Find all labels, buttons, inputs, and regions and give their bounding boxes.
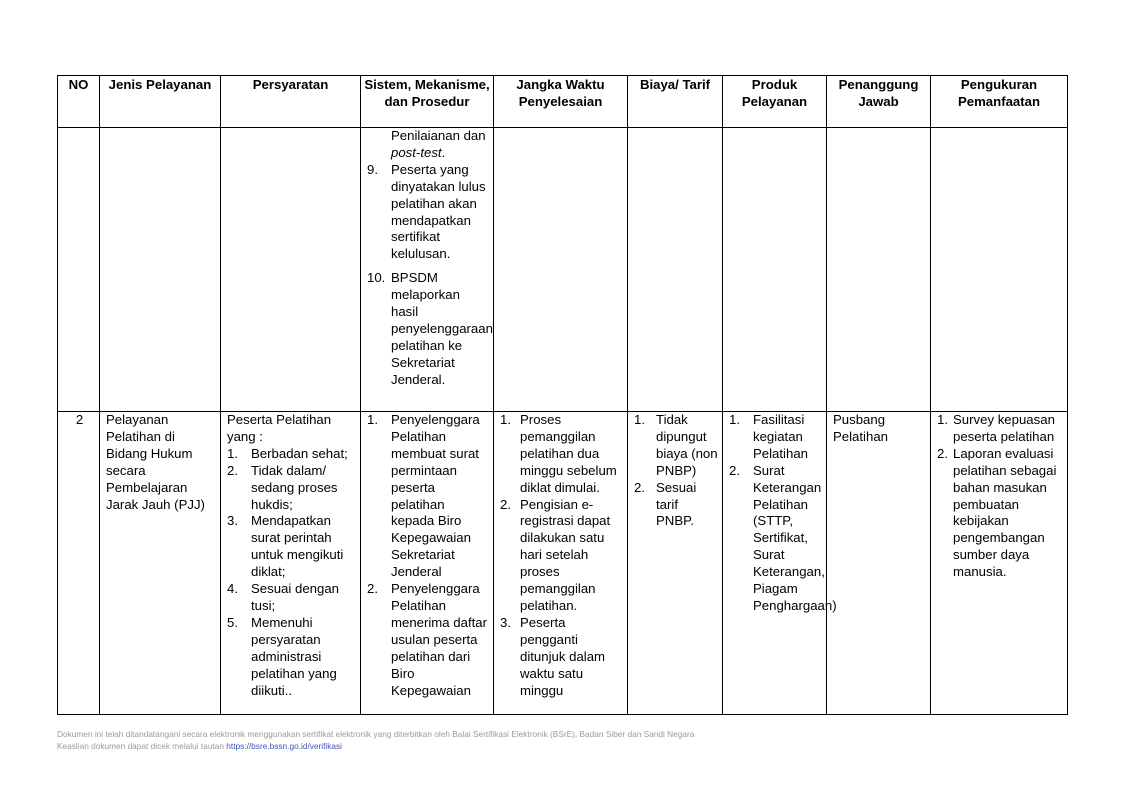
list-item: 1. Proses pemanggilan pelatihan dua minggu sebelum diklat dimulai. (500, 412, 617, 495)
cell-jenis: Pelayanan Pelatihan di Bidang Hukum secara Pembelajaran Jarak Jauh (PJJ) (100, 412, 221, 715)
cell-jenis (100, 128, 221, 412)
list-item: 1. Penyelenggara Pelatihan membuat surat permintaan peserta pelatihan kepada Biro Kepegawaian Sekretariat Jenderal (367, 412, 480, 580)
sistem-list (367, 412, 489, 699)
table-row (58, 412, 1068, 715)
cell-pengukuran (931, 412, 1068, 715)
cell-persyaratan (221, 128, 361, 412)
list-item: 4. Sesuai dengan tusi; (227, 581, 339, 613)
jangka-list (500, 412, 623, 699)
header-penanggung: Penanggung Jawab (827, 76, 931, 128)
header-jenis: Jenis Pelayanan (100, 76, 221, 128)
list-item: 2. Laporan evaluasi pelatihan sebagai bahan masukan pembuatan kebijakan pengembangan sumber daya manusia. (937, 445, 1057, 580)
cell-no (58, 128, 100, 412)
biaya-list (634, 412, 718, 530)
list-item: Penilaianan dan post-test. (391, 128, 486, 160)
list-item: 2. Tidak dalam/ sedang proses hukdis; (227, 462, 338, 512)
cell-biaya (628, 128, 723, 412)
cell-persyaratan: Peserta Pelatihan yang : 1. Berbadan sehat; 2. Tidak dalam/ sedang proses hukdis; 3. Mendapatkan surat perintah untuk mengikuti diklat; 4. Sesuai dengan tusi; 5. Memenuhi persyaratan administrasi pelatihan yang diikuti.. (221, 412, 361, 715)
cell-biaya (628, 412, 723, 715)
cell-penanggung: Pusbang Pelatihan (827, 412, 931, 715)
list-item: 10. BPSDM melaporkan hasil penyelenggaraan pelatihan ke Sekretariat Jenderal. (367, 270, 493, 387)
header-biaya: Biaya/ Tarif (628, 76, 723, 128)
persyaratan-list (227, 446, 356, 700)
cell-sistem (361, 128, 494, 412)
footer-notice: Dokumen ini telah ditandatangani secara elektronik menggunakan sertifikat elektronik yang diterbitkan oleh Balai Sertifikasi Elektronik (BSrE), Badan Siber dan Sandi Negara (57, 729, 695, 739)
list-item: 2. Sesuai tarif PNBP. (634, 479, 697, 529)
sistem-list (367, 128, 493, 389)
header-persyaratan: Persyaratan (221, 76, 361, 128)
list-item: 3. Peserta pengganti ditunjuk dalam waktu satu minggu (500, 614, 606, 698)
pengukuran-list (937, 412, 1063, 581)
header-row (58, 76, 1068, 128)
list-item: 9. Peserta yang dinyatakan lulus pelatihan akan mendapatkan sertifikat kelulusan. (367, 161, 486, 262)
cell-jangka (494, 412, 628, 715)
list-item: 1. Tidak dipungut biaya (non PNBP) (634, 412, 718, 478)
service-standard-table (57, 75, 1068, 715)
cell-pengukuran (931, 128, 1068, 412)
cell-sistem (361, 412, 494, 715)
list-item: 5. Memenuhi persyaratan administrasi pelatihan yang diikuti.. (227, 614, 337, 698)
header-pengukuran: Pengukuran Pemanfaatan (931, 76, 1068, 128)
header-no: NO (58, 76, 100, 128)
cell-produk (723, 412, 837, 715)
table-row (58, 128, 1068, 412)
cell-penanggung (827, 128, 931, 412)
cell-no: 2 (58, 412, 100, 715)
list-item: 1. Survey kepuasan peserta pelatihan (937, 412, 1055, 444)
header-jangka: Jangka Waktu Penyelesaian (494, 76, 628, 128)
cell-produk (723, 128, 827, 412)
list-item: 1. Fasilitasi kegiatan Pelatihan (729, 412, 808, 461)
list-item: 2. Surat Keterangan Pelatihan (STTP, Sertifikat, Surat Keterangan, Piagam Penghargaan) (729, 462, 837, 613)
list-item: 2. Pengisian e-registrasi dapat dilakukan satu hari setelah proses pemanggilan pelatihan. (500, 496, 611, 613)
produk-list (729, 412, 837, 615)
list-item: 3. Mendapatkan surat perintah untuk mengikuti diklat; (227, 513, 344, 580)
header-sistem: Sistem, Mekanisme, dan Prosedur (361, 76, 494, 128)
cell-jangka (494, 128, 628, 412)
list-item: 1. Berbadan sehat; (227, 445, 348, 461)
verification-link[interactable]: https://bsre.bssn.go.id/verifikasi (226, 741, 343, 751)
header-produk: Produk Pelayanan (723, 76, 827, 128)
list-item: 2. Penyelenggara Pelatihan menerima daftar usulan peserta pelatihan dari Biro Kepegawaian (367, 581, 488, 698)
footer-verify: Keaslian dokumen dapat dicek melalui tautan https://bsre.bssn.go.id/verifikasi (57, 741, 343, 751)
signature-footer (57, 728, 694, 752)
